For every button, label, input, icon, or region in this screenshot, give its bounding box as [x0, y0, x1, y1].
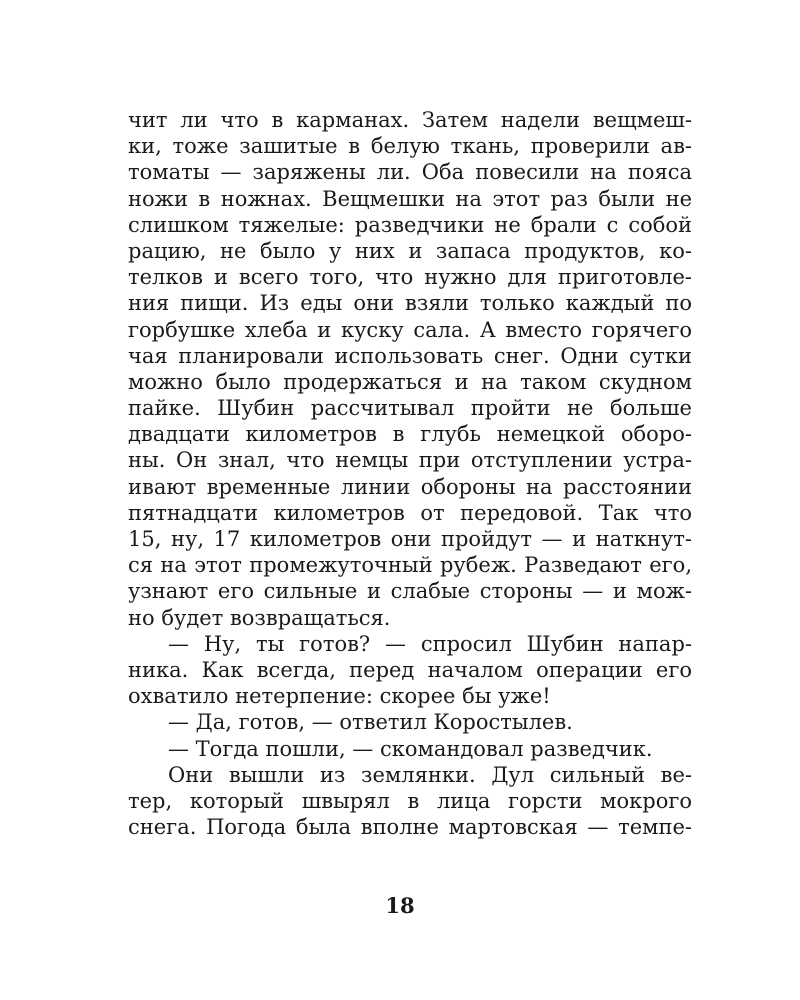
text-line: слишком тяжелые: разведчики не брали с собой	[128, 212, 692, 237]
text-line: телков и всего того, что нужно для приготовле-	[128, 265, 692, 290]
text-line: можно было продержаться и на таком скудном	[128, 369, 692, 394]
dialogue-line: — Тогда пошли, — скомандовал разведчик.	[168, 736, 653, 761]
text-line: ны. Он знал, что немцы при отступлении устра-	[128, 448, 692, 473]
text-line: рацию, не было у них и запаса продуктов, ко-	[128, 238, 692, 263]
text-line: ки, тоже зашитые в белую ткань, проверили ав-	[128, 134, 692, 159]
text-line: ника. Как всегда, перед началом операции его	[128, 657, 692, 682]
text-line: пайке. Шубин рассчитывал пройти не больше	[128, 396, 692, 421]
text-line: тер, который швырял в лица горсти мокрого	[128, 788, 692, 813]
text-line: снега. Погода была вполне мартовская — темпе-	[128, 815, 692, 840]
text-line: горбушке хлеба и куску сала. А вместо горячего	[128, 317, 692, 342]
text-line: томаты — заряжены ли. Оба повесили на пояса	[128, 160, 692, 185]
text-line: охватило нетерпение: скорее бы уже!	[128, 684, 551, 709]
text-line: но будет возвращаться.	[128, 605, 391, 630]
text-line: ивают временные линии обороны на расстоянии	[128, 474, 692, 499]
text-line: ся на этот промежуточный рубеж. Разведают его,	[128, 553, 692, 578]
text-line: узнают его сильные и слабые стороны — и мож-	[128, 579, 692, 604]
text-line: пятнадцати километров от передовой. Так что	[128, 500, 692, 525]
body-text	[128, 107, 692, 840]
text-line: чит ли что в карманах. Затем надели вещмеш-	[128, 108, 692, 132]
dialogue-line: — Да, готов, — ответил Коростылев.	[168, 710, 573, 735]
text-line: двадцати километров в глубь немецкой оборо-	[128, 422, 692, 447]
page-number: 18	[385, 893, 415, 918]
text-line: чая планировали использовать снег. Одни сутки	[128, 343, 692, 368]
text-line: 15, ну, 17 километров они пройдут — и наткнут-	[128, 527, 692, 551]
dialogue-line: — Ну, ты готов? — спросил Шубин напар-	[168, 631, 692, 656]
paragraph-start-line: Они вышли из землянки. Дул сильный ве-	[168, 762, 692, 787]
text-line: ножи в ножнах. Вещмешки на этот раз были не	[128, 186, 692, 211]
text-line: ния пищи. Из еды они взяли только каждый по	[128, 291, 692, 316]
